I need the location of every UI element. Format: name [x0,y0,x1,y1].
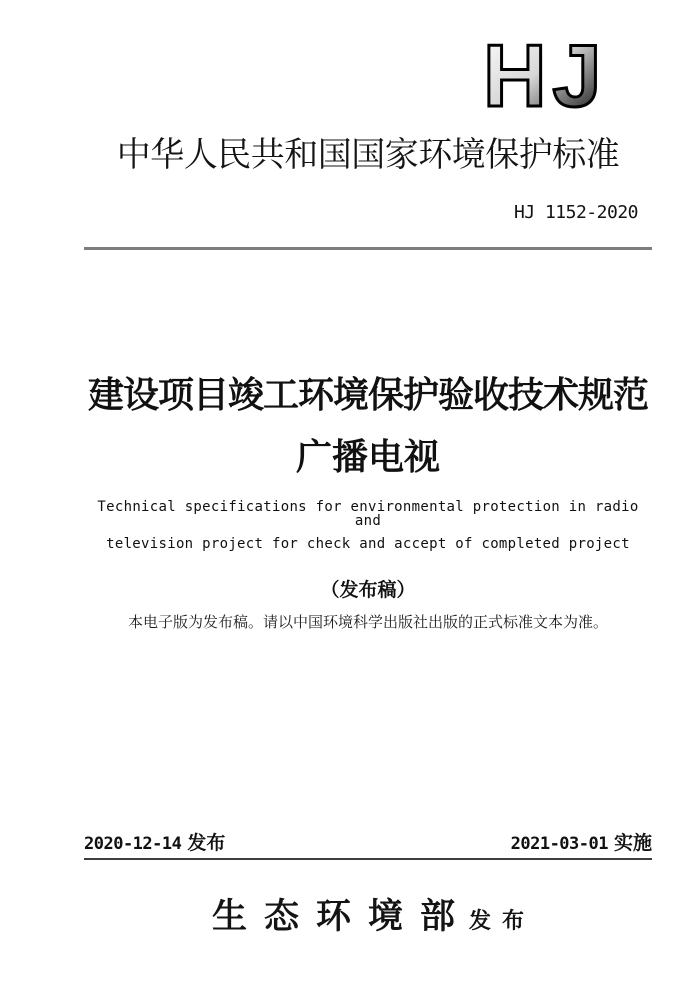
standard-code: HJ 1152-2020 [513,202,638,223]
hj-logo [473,26,648,126]
issue-date-group [84,834,225,853]
standard-category-title: 中华人民共和国国家环境保护标准 [116,137,620,174]
header-rule [84,247,652,250]
main-title-zh-line1: 建设项目竣工环境保护验收技术规范 [87,374,648,415]
main-title-en-line1: Technical specifications for environmental protection in radio and [97,499,639,529]
issue-label: 发布 [187,833,226,854]
footer-rule [84,858,652,860]
hj-logo-text: HJ [483,26,608,125]
hj-logo-graphic [473,26,648,126]
date-row [84,834,652,853]
publisher-row [84,899,652,934]
publisher-name: 生态环境部 [211,897,472,936]
issue-date: 2020-12-14 [84,834,182,854]
edition-note: 本电子版为发布稿。请以中国环境科学出版社出版的正式标准文本为准。 [127,615,608,631]
main-title-en-line2: television project for check and accept of completed project [106,536,630,552]
implementation-date-group [511,834,652,853]
implementation-date: 2021-03-01 [510,834,608,854]
main-title-zh-line2: 广播电视 [295,436,440,477]
implementation-label: 实施 [613,833,652,854]
draft-version-label: （发布稿） [320,580,416,601]
publisher-action-label: 发布 [469,908,536,933]
